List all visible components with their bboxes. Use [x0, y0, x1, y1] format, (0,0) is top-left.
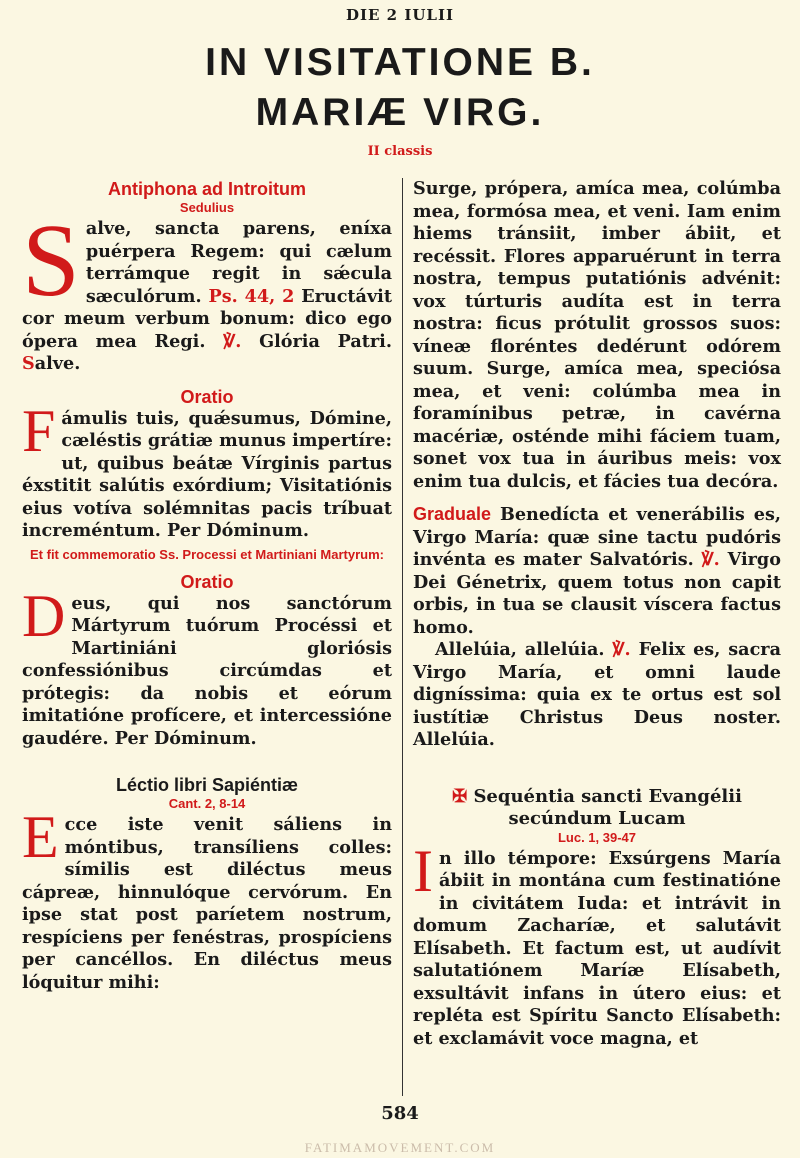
- column-divider: [402, 178, 403, 1096]
- graduale-text-1: Benedícta et venerábilis es, Virgo María: quæ sine tactu pudóris invénta es mater Salvatóris.: [413, 504, 781, 570]
- page-number: 584: [381, 1103, 419, 1124]
- lectio-continuation: Surge, própera, amíca mea, colúmba mea, formósa mea, et veni. Iam enim hiems tránsiit, imber ábiit, et recéssit. Flores apparuérunt in terra nostra, tempus putatiónis advénit: vox túrturis audíta est in terra nostra: ficus prótulit grossos suos: víneæ floréntes dedérunt odórem suum. Surge, amíca mea, speciósa mea, et veni: colúmba mea in foramínibus petræ, in cavérna macériæ, osténde mihi fáciem tuam, sonet vox tua in áuribus meis: vox enim tua dulcis, et fácies tua decóra.: [413, 178, 781, 492]
- graduale-versicle-1: ℣.: [701, 549, 720, 570]
- introit-text-1: alve, sancta parens, eníxa puérpera Regem: qui cælum terrámque regit in sǽcula sæculórum.: [85, 218, 392, 307]
- introit-text-2: Eructávit cor meum verbum bonum: dico ego ópera mea Regi.: [22, 285, 392, 352]
- introit-psalm-ref: Ps. 44, 2: [208, 285, 295, 307]
- introit-source: Sedulius: [179, 200, 235, 215]
- oratio-2-text: [22, 582, 392, 751]
- watermark: FATIMAMOVEMENT.COM: [304, 1140, 496, 1155]
- oratio-1-body: ámulis tuis, quǽsumus, Dómine, cæléstis grátiæ munus impertíre: ut, quibus beátæ Vírginis partus éxstitit salútis exórdium; Visitatiónis eius votíva solémnitas pacis tríbuat increméntum. Per Dóminum.: [22, 407, 392, 541]
- title-line-1: IN VISITATIONE B.: [205, 41, 595, 84]
- graduale-text: [413, 503, 781, 639]
- commemoratio-note: Et fit commemoratio Ss. Processi et Martiniani Martyrum:: [30, 546, 384, 562]
- versicle-symbol: ℣.: [223, 330, 242, 352]
- lectio-drop-cap: E: [22, 804, 59, 870]
- oratio-2-drop-cap: D: [22, 582, 66, 649]
- oratio-1-drop-cap: F: [22, 397, 56, 464]
- lectio-title: Léctio libri Sapiéntiæ: [115, 775, 299, 795]
- lectio-text: [22, 804, 392, 994]
- evangelium-ref: Luc. 1, 39-47: [557, 829, 637, 845]
- introit-text-3: Glória Patri.: [259, 330, 392, 352]
- cross-icon: ✠: [452, 785, 468, 807]
- graduale-label: Graduale: [413, 504, 492, 524]
- introit-title: Antiphona ad Introitum: [108, 179, 306, 199]
- introit-repeat-initial: S: [22, 353, 35, 374]
- oratio-1-text: [22, 397, 392, 543]
- title-line-2: MARIÆ VIRG.: [255, 91, 545, 134]
- oratio-2-body: eus, qui nos sanctórum Mártyrum tuórum Procéssi et Martiniáni gloriósis confessiónibus circúmdas et prótegis: da nobis et eórum imitatióne profícere, et intercessióne gaudére. Per Dóminum.: [22, 592, 392, 749]
- evangelium-title-text: Sequéntia sancti Evangélii secúndum Lucam: [473, 785, 742, 829]
- graduale-versicle-2: ℣.: [612, 639, 631, 660]
- introit-drop-cap: S: [22, 203, 80, 318]
- page-title: [0, 38, 800, 138]
- alleluia-label: Allelúia, allelúia.: [435, 639, 605, 660]
- introit-repeat-rest: alve.: [34, 353, 81, 374]
- oratio-2-title: Oratio: [180, 571, 234, 592]
- feast-class: II classis: [367, 144, 433, 159]
- page-header-date: DIE 2 IULII: [345, 6, 455, 24]
- graduale-text-2: Virgo Dei Génetrix, quem totus non capit orbis, in tua se clausit víscera factus homo.: [413, 549, 781, 638]
- lectio-body: cce iste venit sáliens in móntibus, transíliens colles: símilis est diléctus meus cápreæ, hinnulóque cervórum. En ipse stat post paríetem nostrum, respíciens per fenéstras, prospíciens per cancéllos. En diléctus meus lóquitur mihi:: [22, 814, 392, 993]
- alleluia-text: [413, 639, 781, 752]
- graduale-text-3: Felix es, sacra Virgo María, et omni laude digníssima: quia ex te ortus est sol iustítiæ Christus Deus noster. Allelúia.: [413, 639, 781, 750]
- evangelium-title: [413, 786, 781, 830]
- evangelium-body: n illo témpore: Exsúrgens María ábiit in montána cum festinatióne in civitátem Iuda: et intrávit in domum Zacharíæ, et salutávit Elísabeth. Et factum est, ut audívit salutatiónem Maríæ Elísabeth, exsultávit infans in útero eius: et repléta est Spíritu Sancto Elísabeth: et exclamávit voce magna, et: [413, 847, 781, 1049]
- lectio-ref: Cant. 2, 8-14: [168, 796, 246, 811]
- oratio-1-title: Oratio: [180, 386, 234, 407]
- evangelium-drop-cap: I: [413, 837, 433, 904]
- left-column: [22, 178, 392, 1098]
- right-column: [413, 178, 781, 1098]
